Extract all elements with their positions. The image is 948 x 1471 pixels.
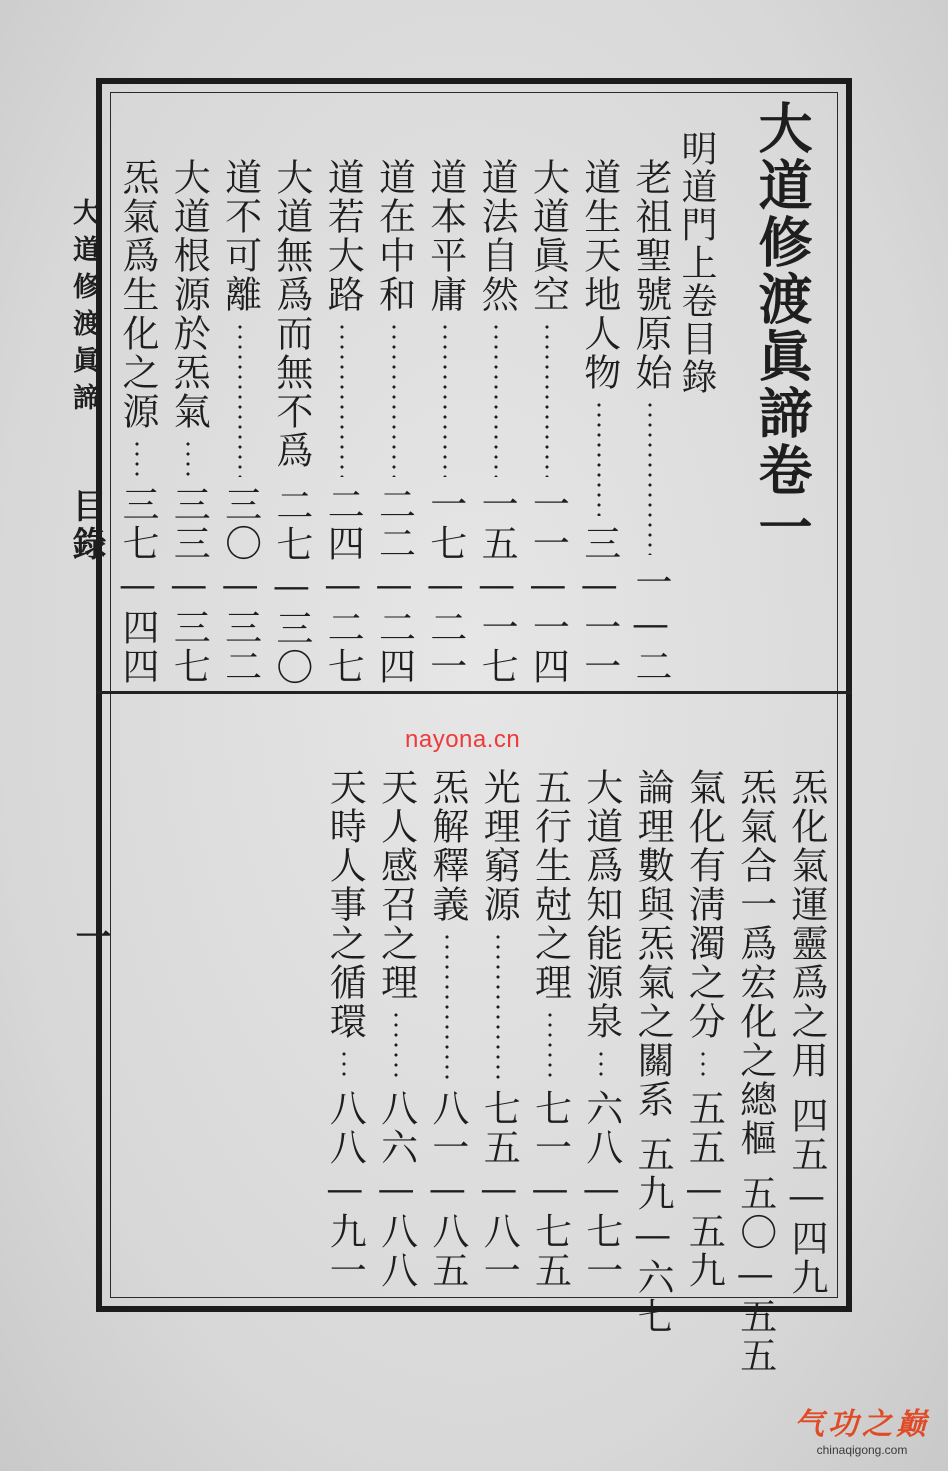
toc-entry-pages: 二二—二四 [372, 485, 416, 686]
dot-leader [392, 322, 396, 477]
toc-entry-pages: 二四—二七 [321, 485, 365, 686]
toc-entry-pages: 三三—三七 [167, 485, 211, 686]
toc-entry-pages: 三—一一 [577, 524, 621, 686]
dot-leader [545, 322, 549, 477]
dot-leader [340, 322, 344, 477]
toc-entry-pages: 一七—二一 [423, 485, 467, 686]
corner-watermark [794, 1399, 930, 1457]
toc-entry [423, 158, 467, 686]
dot-leader [342, 1049, 346, 1081]
dot-leader [394, 1010, 398, 1081]
toc-entry [115, 158, 159, 686]
toc-entry-title: 老祖聖號原始 [629, 158, 672, 392]
toc-entry-pages: 八八—九一 [323, 1089, 367, 1290]
toc-entry [474, 158, 518, 686]
toc-entry-pages: 五五—五九 [682, 1089, 726, 1290]
toc-entry-pages: 三〇—三二 [218, 485, 262, 686]
toc-entry-title: 道在中和 [372, 158, 416, 314]
toc-entry [630, 768, 675, 1336]
toc-entry-pages: 六八—七一 [579, 1089, 623, 1290]
toc-entry-title: 大道眞空 [526, 158, 570, 314]
main-title: 大道修渡眞諦卷一 [750, 100, 814, 556]
dot-leader [548, 1010, 552, 1081]
toc-entry-pages: 一五—一七 [475, 485, 519, 686]
toc-entry [320, 158, 364, 686]
toc-entry [577, 158, 621, 686]
dot-leader [186, 439, 190, 477]
toc-entry-title: 天人感召之理 [374, 768, 418, 1002]
dot-leader [135, 439, 139, 477]
toc-entry-title: 炁氣合一爲宏化之總樞 [733, 768, 777, 1158]
toc-entry [628, 158, 672, 686]
toc-entry-title: 道生天地人物 [577, 158, 621, 392]
toc-entry [269, 158, 313, 686]
toc-entry [733, 768, 777, 1375]
toc-entry [681, 768, 725, 1290]
toc-entry-title: 炁解釋義 [425, 768, 469, 924]
toc-entry-title: 炁氣爲生化之源 [116, 158, 159, 431]
toc-entry-title: 天時人事之循環 [323, 768, 367, 1041]
toc-entry-title: 道若大路 [321, 158, 365, 314]
toc-entry [372, 158, 416, 686]
toc-entry-title: 道不可離 [218, 158, 262, 314]
toc-entry [525, 158, 569, 686]
margin-book-title: 大道修渡眞諦 [68, 198, 99, 420]
toc-entry-title: 大道無爲而無不爲 [269, 158, 313, 470]
toc-entry [476, 768, 520, 1290]
toc-entry [784, 768, 828, 1297]
toc-entry [218, 158, 262, 686]
toc-entry [374, 768, 418, 1290]
dot-leader [599, 1049, 603, 1081]
toc-subtitle: 明道門上卷目錄 [676, 130, 717, 396]
dot-leader [701, 1049, 705, 1081]
toc-entry [166, 158, 210, 686]
toc-entry [528, 768, 572, 1290]
toc-entry-pages: 八六—八八 [374, 1089, 418, 1290]
toc-entry-title: 道本平庸 [423, 158, 467, 314]
toc-entry-title: 道法自然 [475, 158, 519, 314]
dot-leader [496, 932, 500, 1081]
margin-page-number: 一 [70, 918, 112, 954]
toc-entry-pages: 七五—八一 [477, 1089, 521, 1290]
dot-leader [648, 400, 652, 555]
toc-entry-pages: 七一—七五 [528, 1089, 572, 1290]
toc-entry-pages: 四五—四九 [785, 1096, 828, 1297]
margin-section-label: 目錄 [66, 488, 106, 564]
dot-leader [445, 932, 449, 1081]
toc-entry [322, 768, 366, 1290]
toc-entry [579, 768, 623, 1290]
toc-entry-title: 光理窮源 [477, 768, 521, 924]
dot-leader [238, 322, 242, 477]
dot-leader [597, 400, 601, 516]
corner-watermark-url: chinaqigong.com [816, 1443, 908, 1457]
toc-entry-title: 大道爲知能源泉 [579, 768, 623, 1041]
toc-entry-pages: 一一—一四 [526, 485, 570, 686]
dot-leader [494, 322, 498, 477]
toc-entry-title: 氣化有淸濁之分 [682, 768, 726, 1041]
toc-entry-title: 炁化氣運靈爲之用 [785, 768, 828, 1080]
toc-entry [425, 768, 469, 1290]
toc-entry-title: 五行生尅之理 [528, 768, 572, 1002]
toc-entry-pages: 二七—三〇 [269, 486, 313, 687]
middle-divider [96, 691, 852, 694]
toc-entry-pages: 一—二 [629, 563, 672, 686]
toc-entry-pages: 五九—六七 [631, 1135, 675, 1336]
toc-entry-pages: 五〇—五五 [733, 1174, 777, 1375]
center-watermark: nayona.cn [405, 726, 521, 753]
toc-entry-title: 論理數與炁氣之關系 [631, 768, 675, 1119]
corner-watermark-logo-text: 气功之巅 [794, 1407, 930, 1442]
dot-leader [443, 322, 447, 477]
toc-entry-pages: 三七—四四 [116, 485, 159, 686]
toc-entry-title: 大道根源於炁氣 [167, 158, 211, 431]
toc-entry-pages: 八一—八五 [425, 1089, 469, 1290]
